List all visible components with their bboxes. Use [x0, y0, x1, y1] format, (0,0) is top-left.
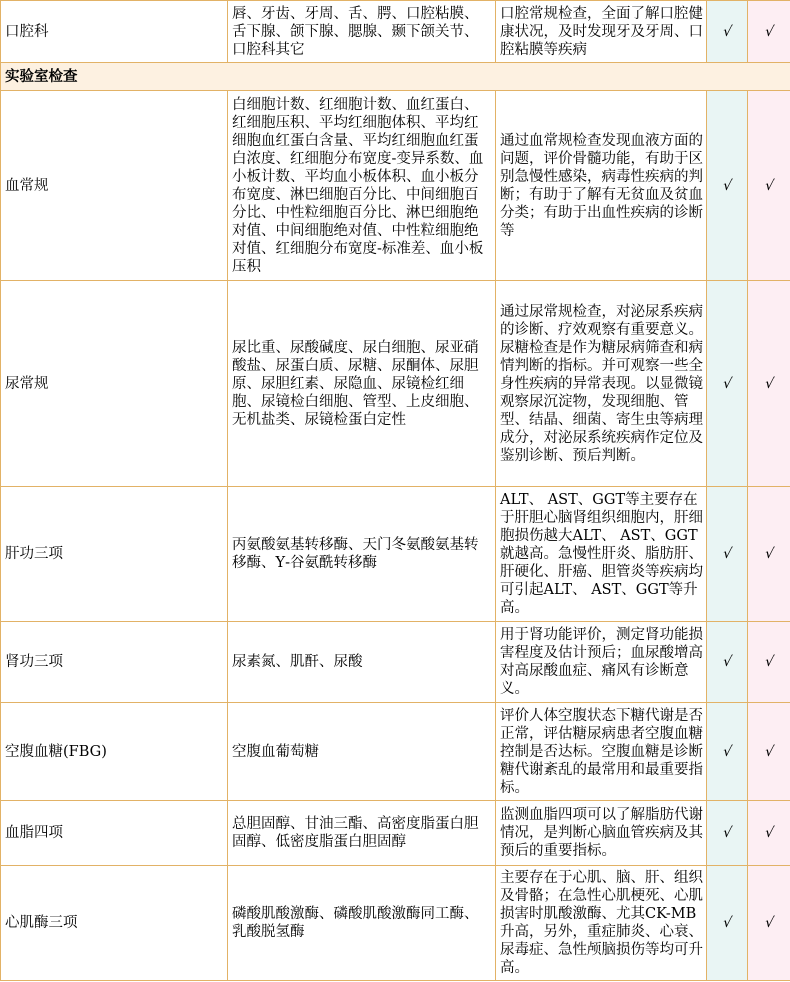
check-icon: √ — [763, 743, 776, 760]
male-applicable-cell — [707, 281, 748, 487]
check-icon: √ — [721, 546, 734, 562]
check-icon: √ — [763, 546, 776, 562]
exam-items: 磷酸肌酸激酶、磷酸肌酸激酶同工酶、乳酸脱氢酶 — [228, 866, 496, 981]
table-row-liver — [1, 487, 790, 622]
exam-description: 用于肾功能评价，测定肾功能损害程度及估计预后；血尿酸增高对高尿酸血症、痛风有诊断意义。 — [496, 622, 707, 703]
exam-description: 通过尿常规检查，对泌尿系疾病的诊断、疗效观察有重要意义。尿糖检查是作为糖尿病筛查和病情判断的指标。并可观察一些全身性疾病的异常表现。以显微镜观察尿沉淀物，发现细胞、管型、结晶、细菌、寄生虫等病理成分，对泌尿系统疾病作定位及鉴别诊断、预后判断。 — [496, 281, 707, 487]
male-applicable-cell — [707, 703, 748, 801]
table-row-kidney — [1, 622, 790, 703]
female-applicable-cell — [748, 866, 790, 981]
exam-items: 白细胞计数、红细胞计数、血红蛋白、红细胞压积、平均红细胞体积、平均红细胞血红蛋白含量、平均红细胞血红蛋白浓度、红细胞分布宽度-变异系数、血小板计数、平均血小板体积、血小板分布宽度、淋巴细胞百分比、中间细胞百分比、中性粒细胞百分比、淋巴细胞绝对值、中间细胞绝对值、中性粒细胞绝对值、红细胞分布宽度-标准差、血小板压积 — [228, 91, 496, 281]
table-row-oral — [1, 1, 790, 63]
check-icon: √ — [763, 825, 776, 841]
exam-name: 空腹血糖(FBG) — [1, 703, 228, 801]
exam-name: 尿常规 — [1, 281, 228, 487]
female-applicable-cell — [748, 487, 790, 622]
exam-description: 监测血脂四项可以了解脂肪代谢情况，是判断心脑血管疾病及其预后的重要指标。 — [496, 801, 707, 866]
exam-items: 空腹血葡萄糖 — [228, 703, 496, 801]
check-icon: √ — [721, 23, 734, 40]
exam-name: 肝功三项 — [1, 487, 228, 622]
check-icon: √ — [721, 915, 734, 931]
exam-items: 唇、牙齿、牙周、舌、腭、口腔粘膜、舌下腺、颌下腺、腮腺、颞下颌关节、口腔科其它 — [228, 1, 496, 63]
exam-description: 口腔常规检查，全面了解口腔健康状况，及时发现牙及牙周、口腔粘膜等疾病 — [496, 1, 707, 63]
exam-items: 总胆固醇、甘油三酯、高密度脂蛋白胆固醇、低密度脂蛋白胆固醇 — [228, 801, 496, 866]
female-applicable-cell — [748, 703, 790, 801]
section-heading: 实验室检查 — [1, 63, 790, 91]
check-icon: √ — [763, 654, 776, 670]
female-applicable-cell — [748, 801, 790, 866]
section-row-lab — [1, 63, 790, 91]
check-icon: √ — [721, 743, 734, 760]
check-icon: √ — [763, 177, 776, 194]
check-icon: √ — [721, 654, 734, 670]
female-applicable-cell — [748, 1, 790, 63]
male-applicable-cell — [707, 487, 748, 622]
check-icon: √ — [721, 825, 734, 841]
male-applicable-cell — [707, 91, 748, 281]
exam-description: ALT、 AST、GGT等主要存在于肝胆心脑肾组织细胞内，肝细胞损伤越大ALT、 AST、GGT就越高。急慢性肝炎、脂肪肝、肝硬化、肝癌、胆管炎等疾病均可引起ALT、 AST、GGT等升高。 — [496, 487, 707, 622]
female-applicable-cell — [748, 91, 790, 281]
male-applicable-cell — [707, 866, 748, 981]
exam-items: 丙氨酸氨基转移酶、天门冬氨酸氨基转移酶、Υ-谷氨酰转移酶 — [228, 487, 496, 622]
exam-name: 口腔科 — [1, 1, 228, 63]
table-row-fbg — [1, 703, 790, 801]
table-row-lipid — [1, 801, 790, 866]
female-applicable-cell — [748, 622, 790, 703]
check-icon: √ — [763, 915, 776, 931]
check-icon: √ — [721, 177, 734, 194]
male-applicable-cell — [707, 622, 748, 703]
exam-name: 血常规 — [1, 91, 228, 281]
male-applicable-cell — [707, 1, 748, 63]
exam-description: 评价人体空腹状态下糖代谢是否正常，评估糖尿病患者空腹血糖控制是否达标。空腹血糖是诊断糖代谢紊乱的最常用和最重要指标。 — [496, 703, 707, 801]
exam-name: 心肌酶三项 — [1, 866, 228, 981]
exam-description: 通过血常规检查发现血液方面的问题，评价骨髓功能，有助于区别急慢性感染，病毒性疾病的判断；有助于了解有无贫血及贫血分类；有助于出血性疾病的诊断等 — [496, 91, 707, 281]
male-applicable-cell — [707, 801, 748, 866]
table-row-urine — [1, 281, 790, 487]
table-row-blood — [1, 91, 790, 281]
check-icon: √ — [763, 23, 776, 40]
female-applicable-cell — [748, 281, 790, 487]
exam-name: 血脂四项 — [1, 801, 228, 866]
table-row-cardiac — [1, 866, 790, 981]
exam-items: 尿比重、尿酸碱度、尿白细胞、尿亚硝酸盐、尿蛋白质、尿糖、尿酮体、尿胆原、尿胆红素、尿隐血、尿镜检红细胞、尿镜检白细胞、管型、上皮细胞、无机盐类、尿镜检蛋白定性 — [228, 281, 496, 487]
check-icon: √ — [763, 375, 776, 392]
exam-items: 尿素氮、肌酐、尿酸 — [228, 622, 496, 703]
exam-description: 主要存在于心肌、脑、肝、组织及骨骼；在急性心肌梗死、心肌损害时肌酸激酶、尤其CK-MB升高，另外，重症肺炎、心衰、尿毒症、急性颅脑损伤等均可升高。 — [496, 866, 707, 981]
exam-name: 肾功三项 — [1, 622, 228, 703]
check-icon: √ — [721, 375, 734, 392]
